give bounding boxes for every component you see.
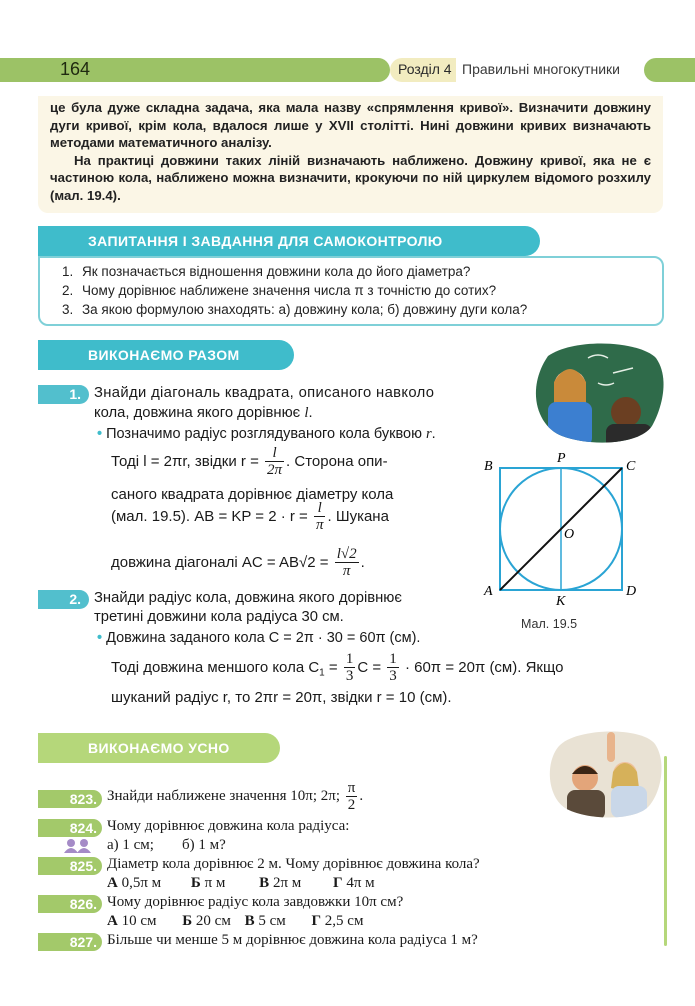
self-check-title: ЗАПИТАННЯ І ЗАВДАННЯ ДЛЯ САМОКОНТРОЛЮ <box>88 233 443 249</box>
task-1-solution-line-5: довжина діагоналі AC = AB√2 = $\frac{l√2}{\pi}$ . <box>111 546 365 579</box>
exercise-826-number: 826. <box>38 895 102 913</box>
exercise-824-options: а) 1 см; б) 1 м? <box>107 837 226 853</box>
task-2-solution-line-1: • Довжина заданого кола C = 2π · 30 = 60π (см). <box>97 630 421 646</box>
exercise-825-text: Діаметр кола дорівнює 2 м. Чому дорівнює довжина кола? <box>107 856 480 872</box>
page-number: 164 <box>60 59 91 79</box>
exercise-827-text: Більше чи менше 5 м дорівнює довжина кола радіуса 1 м? <box>107 932 478 948</box>
task-2-number: 2. <box>38 590 89 609</box>
self-check-questions <box>38 256 664 326</box>
header-bar-left <box>0 58 390 82</box>
task-2-statement-line-2: третині довжини кола радіуса 30 см. <box>94 609 344 625</box>
self-check-banner <box>38 226 540 256</box>
oral-banner <box>38 733 280 763</box>
label-p: P <box>557 451 566 466</box>
task-1-solution-line-4: (мал. 19.5). AB = KP = 2 · r = $\frac{l}{\pi}$ . Шукана <box>111 500 389 533</box>
task-1-solution-line-1: • Позначимо радіус розглядуваного кола буквою r. <box>97 426 436 442</box>
task-1-statement-line-2: кола, довжина якого дорівнює l. <box>94 405 313 421</box>
exercise-825-number: 825. <box>38 857 102 875</box>
oral-title: ВИКОНАЄМО УСНО <box>88 740 230 756</box>
exercise-823-number: 823. <box>38 790 102 808</box>
question-3: 3. За якою формулою знаходять: а) довжину кола; б) довжину дуги кола? <box>62 302 528 317</box>
together-title: ВИКОНАЄМО РАЗОМ <box>88 347 240 363</box>
exercise-826-text: Чому дорівнює радіус кола завдовжки 10π см? <box>107 894 404 910</box>
pair-work-icon <box>62 838 94 854</box>
exercise-826-options: А 10 см Б 20 см В 5 см Г 2,5 см <box>107 913 364 929</box>
chapter-title: Правильні многокутники <box>462 61 621 77</box>
task-1-statement-line-1: Знайди діагональ квадрата, описаного навколо <box>94 385 435 401</box>
figure-19-5 <box>478 448 648 608</box>
label-k: K <box>556 594 566 608</box>
task-2-solution-line-2: Тоді довжина меншого кола $C_1$ = $\frac{1}{3}$ C = $\frac{1}{3}$ · 60π = 20π (см). Якщо <box>111 651 564 684</box>
intro-paragraph-2: На практиці довжини таких ліній визначають наближено. Довжину кривої, яка не є частиною кола, наближено можна визначити, крокуючи по ній циркулем відомого розхилу (мал. 19.4). <box>50 152 651 203</box>
task-2-solution-line-3: шуканий радіус r, то 2πr = 20π, звідки r = 10 (см). <box>111 689 452 706</box>
label-d: D <box>626 584 637 599</box>
chapter-label: Розділ 4 <box>390 58 456 82</box>
intro-box <box>38 96 663 213</box>
task-1-number: 1. <box>38 385 89 404</box>
label-a: A <box>484 584 493 599</box>
task-1-solution-line-3: саного квадрата дорівнює діаметру кола <box>111 486 394 503</box>
students-raising-hands-photo <box>545 726 663 818</box>
exercise-825-options: А 0,5π м Б π м В 2π м Г 4π м <box>107 875 375 891</box>
exercise-824-text: Чому дорівнює довжина кола радіуса: <box>107 818 350 834</box>
task-1-solution-line-2: Тоді l = 2πr, звідки r = $\frac{l}{2\pi}$ . Сторона опи- <box>111 445 388 478</box>
label-c: C <box>626 459 636 474</box>
label-b: B <box>484 459 493 474</box>
exercise-823-text: Знайди наближене значення 10π; 2π; $\frac{\pi}{2}$ . <box>107 780 364 813</box>
exercise-824-number: 824. <box>38 819 102 837</box>
question-2: 2. Чому дорівнює наближене значення числа π з точністю до сотих? <box>62 283 497 298</box>
intro-paragraph-1: це була дуже складна задача, яка мала назву «спрямлення кривої». Визначити довжину дуги кривої, крім кола, вдалося лише у XVII столітті. Нині довжини кривих визначають методами математичного аналізу. <box>50 100 651 150</box>
exercise-827-number: 827. <box>38 933 102 951</box>
label-o: O <box>564 527 575 542</box>
header-bar-right <box>644 58 695 82</box>
students-at-blackboard-photo <box>528 338 666 446</box>
together-banner <box>38 340 294 370</box>
task-2-statement-line-1: Знайди радіус кола, довжина якого дорівнює <box>94 590 402 606</box>
question-1: 1. Як позначається відношення довжини кола до його діаметра? <box>62 264 471 279</box>
right-margin-line <box>664 756 667 946</box>
figure-caption: Мал. 19.5 <box>521 617 578 631</box>
